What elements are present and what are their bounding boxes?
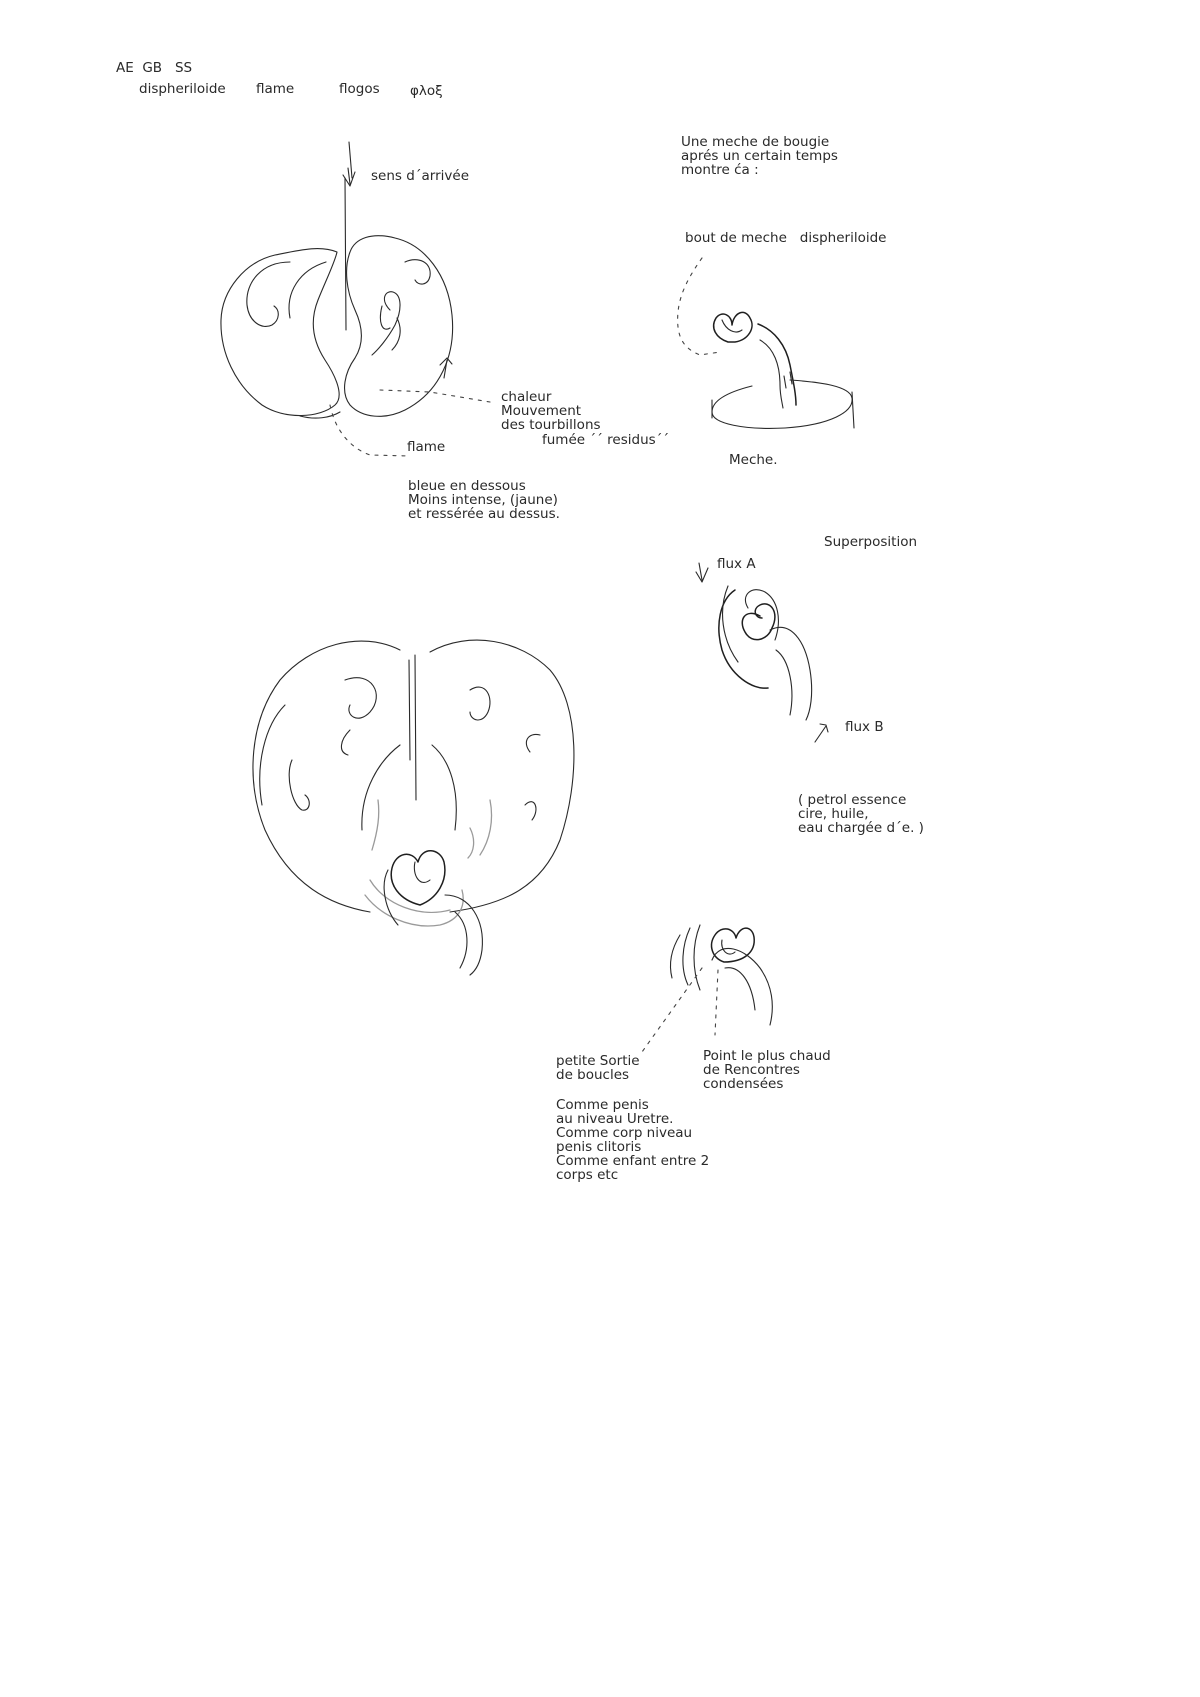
wick-tip-curl [714,312,752,342]
wick-intro-text: Une meche de bougie aprés un certain temps montre ća : [681,134,838,178]
flame-color-description: bleue en dessous Moins intense, (jaune) et ressérée au dessus. [408,478,560,522]
wick-base-edges [712,392,854,428]
right-vortex-2 [526,734,540,752]
hottest-point-label: Point le plus chaud de Rencontres condensées [703,1048,831,1092]
smoke-residue-label: fumée ´´ residus´´ [542,432,670,448]
word-greek-phlox: φλοξ [410,83,443,99]
left-inner-curl [289,262,326,318]
superposition-core-curl [742,604,775,640]
candle-wick-sketch [678,258,854,428]
heat-movement-label: chaleur Mouvement des tourbillons [501,389,601,433]
languages-label: AE GB SS [116,60,193,76]
hottest-leader-line [715,970,718,1035]
flow-b-arrow [815,724,828,742]
wick-tip-label: bout de meche dispheriloide [685,230,887,246]
loops-left-strokes [670,925,700,990]
wick-inner-curve [760,340,783,408]
word-flame: flame [256,81,295,97]
wick-outer-curve [758,324,796,405]
superposition-top-curl [745,590,778,640]
left-vortex-2 [289,760,309,810]
combustion-left-outer [253,641,400,912]
word-dispheriloide: dispheriloide [139,81,226,97]
small-loops-sketch [642,925,772,1052]
flow-a-line-2 [723,586,738,662]
grey-smoke-strokes [372,800,492,858]
loop-exit-label: petite Sortie de boucles [556,1053,640,1083]
right-lobe [345,236,453,417]
left-vortex-3 [341,730,350,755]
flame-vortex-sketch [221,142,490,456]
combustion-left-inner [260,705,285,805]
word-flogos: flogos [339,81,380,97]
loops-right-strokes [712,948,772,1025]
flame-label: flame [407,439,446,455]
central-chimney [362,745,456,830]
right-vortex-1 [470,687,490,720]
right-vortex-3 [525,802,536,820]
right-top-vortex [405,260,430,284]
wick-label: Meche. [729,452,778,468]
central-loop-core [391,851,445,905]
arrival-direction-label: sens d´arrivée [371,168,470,184]
flow-b-inner [776,650,792,715]
loops-core-curl [712,928,755,962]
upward-arrow [440,358,452,378]
large-combustion-sketch [253,640,574,975]
superposition-title: Superposition [824,534,918,550]
comparison-notes: Comme penis au niveau Uretre. Comme corp niveau penis clitoris Comme enfant entre 2 corps etc [556,1097,710,1183]
wick-tip-leader-line [678,258,720,355]
combustion-axis [409,655,416,800]
fuel-types-text: ( petrol essence cire, huile, eau chargée d´e. ) [798,792,924,836]
exit-leader-line [642,968,702,1052]
central-loop-inner [414,862,430,882]
loops-core-inner [722,940,735,954]
heat-leader-line [380,390,490,402]
flow-a-arrow [696,563,708,582]
left-vortex [247,262,290,326]
flow-b-label: flux B [845,719,884,735]
superposition-sketch [696,563,828,742]
flow-a-label: flux A [717,556,756,572]
left-lobe [221,249,339,416]
left-vortex-1 [345,678,376,718]
